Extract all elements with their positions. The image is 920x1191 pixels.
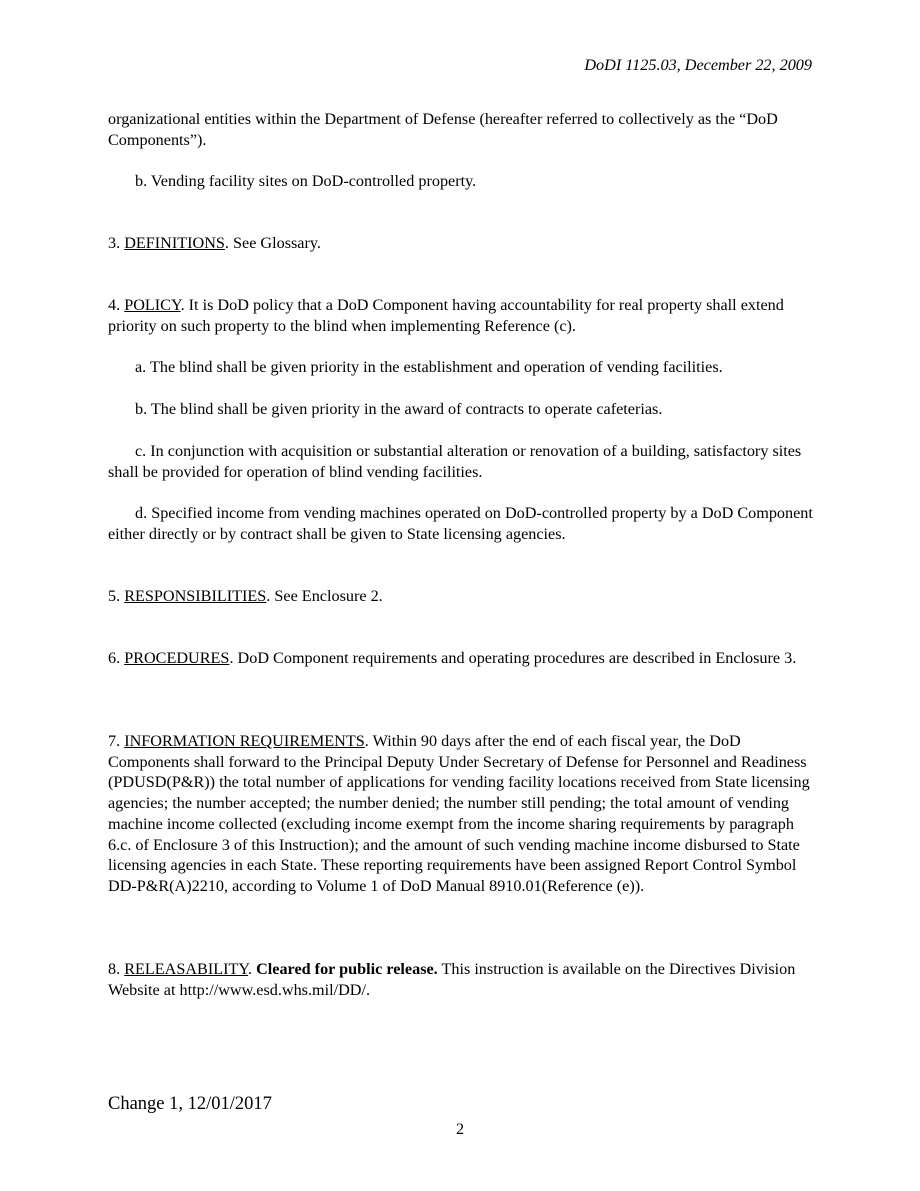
policy-item-d: d. Specified income from vending machines operated on DoD-controlled property by a DoD Component either directly or by contract shall be given to State licensing agencies.: [108, 504, 813, 543]
section-responsibilities-title: RESPONSIBILITIES: [124, 587, 267, 605]
section-policy-title: POLICY: [124, 296, 181, 314]
public-release-notice: Cleared for public release.: [256, 960, 438, 978]
section-procedures-title: PROCEDURES: [124, 649, 230, 667]
section-definitions-title: DEFINITIONS: [124, 234, 225, 252]
section-definitions: 3. DEFINITIONS. See Glossary.: [108, 234, 321, 252]
policy-item-b: b. The blind shall be given priority in the award of contracts to operate cafeterias.: [135, 400, 663, 418]
policy-item-c: c. In conjunction with acquisition or substantial alteration or renovation of a building, satisfactory sites shall be provided for operation of blind vending facilities.: [108, 442, 802, 481]
section-releasability-title: RELEASABILITY: [124, 960, 248, 978]
section-information-requirements-title: INFORMATION REQUIREMENTS: [124, 732, 365, 750]
section-responsibilities: 5. RESPONSIBILITIES. See Enclosure 2.: [108, 587, 383, 605]
change-notice: Change 1, 12/01/2017: [108, 1094, 272, 1114]
section-procedures: 6. PROCEDURES. DoD Component requirements and operating procedures are described in Enclosure 3.: [108, 649, 797, 667]
policy-item-a: a. The blind shall be given priority in the establishment and operation of vending facilities.: [135, 358, 723, 376]
page-number: 2: [455, 1120, 465, 1138]
intro-continuation: organizational entities within the Department of Defense (hereafter referred to collectively as the “DoD Components”).: [108, 110, 778, 149]
section-policy: 4. POLICY. It is DoD policy that a DoD Component having accountability for real property shall extend priority on such property to the blind when implementing Reference (c).: [108, 296, 784, 335]
section-information-requirements: 7. INFORMATION REQUIREMENTS. Within 90 days after the end of each fiscal year, the DoD Components shall forward to the Principal Deputy Under Secretary of Defense for Personnel and Readiness (PDUSD(P&R)) the total number of applications for vending facility locations received from State licensing agencies; the number accepted; the number denied; the number still pending; the total amount of vending machine income collected (excluding income exempt from the income sharing requirements by paragraph 6.c. of Enclosure 3 of this Instruction); and the amount of such vending machine income disbursed to State licensing agencies in each State. These reporting requirements have been assigned Report Control Symbol DD-P&R(A)2210, according to Volume 1 of DoD Manual 8910.01(Reference (e)).: [108, 732, 810, 895]
section-releasability: 8. RELEASABILITY. Cleared for public release. This instruction is available on the Directives Division Website at http://www.esd.whs.mil/DD/.: [108, 960, 796, 999]
intro-item-b: b. Vending facility sites on DoD-controlled property.: [135, 172, 477, 190]
document-header: DoDI 1125.03, December 22, 2009: [584, 56, 812, 74]
